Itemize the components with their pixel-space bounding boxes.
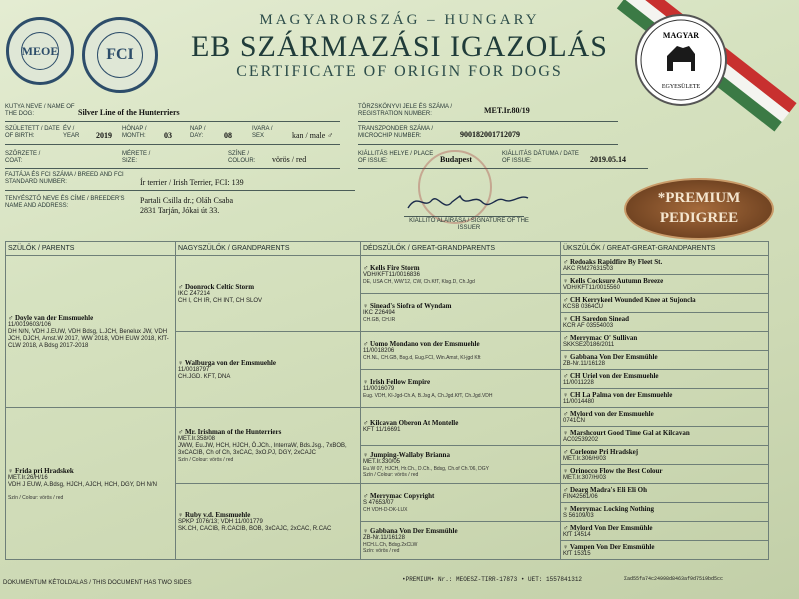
ggg-reg: S 56109/03	[563, 512, 594, 519]
grandparent-colour: Szín / Colour: vörös / red	[178, 457, 234, 463]
ggg-reg: KCSB 0364CU	[563, 303, 604, 310]
ggg-cell	[561, 389, 769, 408]
divider	[358, 144, 618, 145]
breed-label: FAJTÁJA ÉS FCI SZÁMA / BREED AND FCI STANDARD NUMBER:	[5, 172, 124, 185]
ggg-reg: KCR AF 03554003	[563, 322, 614, 329]
grandparent-reg: MET.Ir.358/08	[178, 436, 216, 442]
signature-line	[404, 216, 524, 217]
divider	[5, 121, 340, 122]
grandparent-reg: 11/0018797	[178, 366, 210, 373]
great-grandparent-reg: MET.Ir.330/05	[363, 459, 401, 465]
ggg-name: ♀ Marshcourt Good Time Gal at Kilcavan	[563, 428, 690, 437]
ggg-cell	[561, 313, 769, 332]
breeder-label: TENYÉSZTŐ NEVE ÉS CÍME / BREEDER'S NAME AND ADDRESS:	[5, 196, 125, 209]
great-grandparent-name: ♀ Gabbana Von Der Emsmühle	[363, 527, 458, 535]
great-grandparent-colour: Szín: vörös / red	[363, 548, 400, 554]
ggg-name: ♂ Merrymac O' Sullivan	[563, 333, 638, 342]
ggg-cell	[561, 465, 769, 484]
great-grandparent-reg: S 47653/07	[363, 500, 394, 506]
grandparent-cell	[176, 332, 361, 408]
ggg-reg: 11/0014480	[563, 398, 595, 405]
header-grandparents: NAGYSZÜLŐK / GRANDPARENTS	[176, 242, 361, 256]
sex-label: IVARA / SEX	[252, 126, 273, 139]
birth-year: 2019	[96, 131, 112, 140]
ggg-name: ♀ Kells Cocksure Autumn Breeze	[563, 276, 664, 285]
grandparent-titles: JWW, Eu.JW, HCH, HJCH, Ö.JCh., InterraW, Bds.Jsg., 7xBOB, 3xCACIB, Ch of Ch, 3xCAC, 3xO.PJ, DGY, 2xCAJC	[178, 443, 347, 456]
great-grandparent-cell	[361, 370, 561, 408]
great-grandparent-name: ♂ Uomo Mondano von der Emsmuehle	[363, 340, 480, 348]
breed: Ír terrier / Irish Terrier, FCI: 139	[140, 178, 244, 187]
great-grandparent-reg: VDH/KFT11/0016836	[363, 272, 420, 278]
ggg-cell	[561, 541, 769, 560]
dog-name-label: KUTYA NEVE / NAME OF THE DOG:	[5, 104, 75, 117]
great-grandparent-reg: KFT 11/16691	[363, 427, 401, 433]
colour: vörös / red	[272, 155, 307, 164]
ggg-cell	[561, 484, 769, 503]
date-of-issue: 2019.05.14	[590, 155, 626, 164]
great-grandparent-titles: CH.GB, CH.IR	[363, 317, 396, 323]
ggg-cell	[561, 522, 769, 541]
country-heading: MAGYARORSZÁG – HUNGARY	[259, 12, 540, 28]
great-grandparent-titles: HCH.L.Ch, Bdsg.2xCLW	[363, 542, 418, 548]
great-grandparent-reg: 11/0018206	[363, 348, 395, 354]
dog-name: Silver Line of the Hunterriers	[78, 108, 180, 117]
ggg-reg: 11/0011228	[563, 379, 594, 386]
ggg-cell	[561, 294, 769, 313]
sex: kan / male ♂	[292, 131, 334, 140]
reg-label: TÖRZSKÖNYVI JELE ÉS SZÁMA / REGISTRATION NUMBER:	[358, 104, 453, 117]
great-grandparent-titles: Eug. VDH, Kl-Jgd-Ch.A, B.Jsg A, Ch.Jgd.KfT, Ch.Jgd.VDH	[363, 393, 493, 399]
grandparent-cell	[176, 408, 361, 484]
place-label: KIÁLLITÁS HELYE / PLACE OF ISSUE:	[358, 151, 434, 164]
header-great-grandparents: DÉDSZÜLŐK / GREAT-GRANDPARENTS	[361, 242, 561, 256]
ggg-cell	[561, 351, 769, 370]
ggg-name: ♂ Mylord Von Der Emsmühle	[563, 523, 653, 532]
header-parents: SZÜLŐK / PARENTS	[6, 242, 176, 256]
great-grandparent-cell	[361, 522, 561, 560]
great-grandparent-reg: ZB-Nr.11/16128	[363, 535, 405, 541]
svg-text:MAGYAR: MAGYAR	[662, 31, 700, 40]
ggg-name: ♂ CH Uriel von der Emsmuehle	[563, 371, 659, 380]
header-great-great-grandparents: ÜKSZÜLŐK / GREAT-GREAT-GRANDPARENTS	[561, 242, 769, 256]
registration-number: MET.Ir.80/19	[484, 106, 530, 115]
great-grandparent-titles: CH VDH-D-DK-LUX	[363, 507, 408, 513]
great-grandparent-titles: Eu.W 07, HJCH, Hr.Ch., D.Ch., Bdsg, Ch.of Ch.'06, DGY	[363, 466, 489, 472]
ggg-cell	[561, 503, 769, 522]
size-label: MÉRETE / SIZE:	[122, 151, 151, 164]
great-grandparent-titles: CH.NL, CH.GB, Bsg.d, Eug.FCI, Win.Amst, Kl-jgd Kft	[363, 355, 481, 361]
divider	[358, 121, 618, 122]
month-label: HÓNAP / MONTH:	[122, 126, 147, 139]
sire-name: ♂ Doyle van der Emsmuehle	[8, 313, 94, 322]
ggg-reg: VDH/KFT11/0015560	[563, 284, 620, 291]
sire-reg: 11/0019603/106	[8, 321, 51, 328]
ggg-name: ♀ Merrymac Locking Nothing	[563, 504, 654, 513]
svg-text:EGYESÜLETE: EGYESÜLETE	[661, 84, 701, 90]
dam-cell	[6, 408, 176, 560]
ggg-name: ♀ Orinocco Flow the Best Colour	[563, 466, 663, 475]
birth-month: 03	[164, 131, 172, 140]
ggg-name: ♂ Dearg Madra's Eli Eli Oh	[563, 485, 647, 494]
dam-name: ♀ Frida pri Hradskek	[8, 466, 74, 475]
great-grandparent-reg: 11/0016079	[363, 386, 395, 392]
grandparent-name: ♂ Doonrock Celtic Storm	[178, 282, 255, 291]
grandparent-cell	[176, 256, 361, 332]
ggg-reg: ZB-Nr.11/16128	[563, 360, 605, 367]
ggg-reg: AKC RM27631503	[563, 265, 614, 272]
ggg-reg: KfT 15315	[563, 550, 591, 557]
ggg-reg: SKKSE20186/2011	[563, 341, 615, 348]
dam-titles: VDH J EUW, A.Bdsg, HJCH, AJCH, HCH, DGY, DH N/N	[8, 481, 157, 488]
fci-logo-text: FCI	[97, 32, 143, 78]
ggg-reg: MET.Ir.307/H/03	[563, 474, 607, 481]
signature-label: KIÁLLITÓ ALÁÍRÁSA / SIGNATURE OF THE ISSUER	[409, 218, 529, 231]
great-grandparent-cell	[361, 484, 561, 522]
premium-line2: PEDIGREE	[659, 210, 739, 226]
ggg-cell	[561, 370, 769, 389]
ggg-reg: 0741CN	[563, 417, 586, 424]
colour-label: SZÍNE / COLOUR:	[228, 151, 256, 164]
document-subtitle: CERTIFICATE OF ORIGIN FOR DOGS	[236, 63, 563, 80]
place-of-issue: Budapest	[440, 155, 473, 164]
ggg-name: ♀ CH La Palma von der Emsmuehle	[563, 390, 673, 399]
ggg-name: ♂ Corleone Pri Hradskej	[563, 447, 639, 456]
divider	[5, 190, 355, 191]
ggg-cell	[561, 446, 769, 465]
great-grandparent-name: ♀ Sinead's Siofra of Wyndam	[363, 302, 452, 310]
divider	[5, 168, 340, 169]
year-label: ÉV / YEAR	[63, 126, 80, 139]
sire-titles: DH N/N, VDH J.EUW, VDH Bdsg, L.JCH, Benelux JW, VDH JCH, DJCH, Amst.W 2017, WW 2018, VDH EUW 2018, KfT-CLW 2018, A Bdsg 2017-2018	[8, 328, 169, 349]
grandparent-reg: IKC Z47214	[178, 290, 211, 297]
ggg-name: ♂ CH Kerrykeel Wounded Knee at Sujoncla	[563, 295, 696, 304]
grandparent-titles: SK.CH, CACIB, R.CACIB, BOB, 3xCAJC, 2xCAC, R.CAC	[178, 525, 332, 532]
coat-label: SZŐRZETE / COAT:	[5, 151, 41, 164]
great-grandparent-cell	[361, 332, 561, 370]
ggg-name: ♀ Gabbana Von Der Emsmühle	[563, 352, 658, 361]
great-grandparent-titles: DE, USA CH, WW'12, CW, Ch.KfT, Klsg.D, Ch.Jgd	[363, 279, 475, 285]
ggg-cell	[561, 256, 769, 275]
great-grandparent-name: ♂ Merrymac Copyright	[363, 492, 435, 500]
dam-reg: MET.Ir.26/H/16	[8, 474, 48, 481]
grandparent-name: ♀ Ruby v.d. Emsmuehle	[178, 510, 251, 519]
ggg-name: ♀ CH Saredon Sinead	[563, 314, 629, 323]
grandparent-reg: SPKP 1076/13; VDH 11/001779	[178, 518, 263, 525]
meoe-logo-text: MEOE	[21, 32, 59, 70]
divider	[5, 144, 340, 145]
ggg-reg: FIN42561/06	[563, 493, 598, 500]
pedigree-table	[5, 241, 769, 560]
document-code: •PREMIUM• Nr.: MEOESZ-TIRR-17873 • UET: 1557841312	[402, 576, 583, 583]
ggg-reg: KfT 14514	[563, 531, 591, 538]
microchip-number: 900182001712079	[460, 130, 520, 139]
transponder-label: TRANSZPONDER SZÁMA / MICROCHIP NUMBER:	[358, 126, 434, 139]
great-grandparent-cell	[361, 256, 561, 294]
premium-line1: *PREMIUM	[657, 190, 741, 206]
ggg-name: ♀ Vampen Von Der Emsmühle	[563, 542, 655, 551]
ggg-name: ♂ Redoaks Rapidfire By Fleet St.	[563, 257, 663, 266]
two-sided-notice: DOKUMENTUM KÉTOLDALAS / THIS DOCUMENT HAS TWO SIDES	[3, 580, 192, 586]
grandparent-titles: CH.JGD. KFT, DNA	[178, 373, 231, 380]
great-grandparent-name: ♂ Kells Fire Storm	[363, 264, 420, 272]
great-grandparent-colour: Szín / Colour: vörös / red	[363, 472, 419, 478]
breeder-address: 2831 Tarján, Jókai út 33.	[140, 206, 220, 215]
birth-day: 08	[224, 131, 232, 140]
dob-label: SZÜLETETT / DATE OF BIRTH:	[5, 126, 60, 139]
sire-cell	[6, 256, 176, 408]
divider	[358, 168, 648, 169]
document-hash: Σad55fa74c24998d8463af9d7519bd5cc	[624, 576, 724, 582]
document-title: EB SZÁRMAZÁSI IGAZOLÁS	[190, 30, 608, 63]
grandparent-cell	[176, 484, 361, 560]
great-grandparent-name: ♂ Kilcavan Oberon At Montelle	[363, 419, 459, 427]
grandparent-name: ♀ Walburga von der Emsmuehle	[178, 358, 276, 367]
great-grandparent-cell	[361, 446, 561, 484]
ggg-reg: MET.Ir.306/H/03	[563, 455, 607, 462]
grandparent-name: ♂ Mr. Irishman of the Hunterriers	[178, 428, 282, 436]
dam-colour: Szín / Colour: vörös / red	[8, 494, 64, 501]
great-grandparent-cell	[361, 408, 561, 446]
great-grandparent-name: ♀ Irish Fellow Empire	[363, 378, 431, 386]
premium-pedigree-badge	[624, 178, 774, 240]
date-issue-label: KIÁLLITÁS DÁTUMA / DATE OF ISSUE:	[502, 151, 579, 164]
ggg-cell	[561, 275, 769, 294]
ggg-cell	[561, 408, 769, 427]
day-label: NAP / DAY:	[190, 126, 206, 139]
ggg-cell	[561, 332, 769, 351]
signature	[404, 188, 534, 216]
breeder-name: Partali Csilla dr.; Oláh Csaba	[140, 196, 234, 205]
ggg-cell	[561, 427, 769, 446]
grandparent-titles: CH I, CH IR, CH INT, CH SLOV	[178, 297, 263, 304]
ggg-reg: AC02539202	[563, 436, 599, 443]
ggg-name: ♂ Mylord von der Emsmuehle	[563, 409, 654, 418]
great-grandparent-cell	[361, 294, 561, 332]
great-grandparent-reg: IKC Z26494	[363, 310, 396, 316]
great-grandparent-name: ♀ Jumping-Wallaby Brianna	[363, 451, 450, 459]
